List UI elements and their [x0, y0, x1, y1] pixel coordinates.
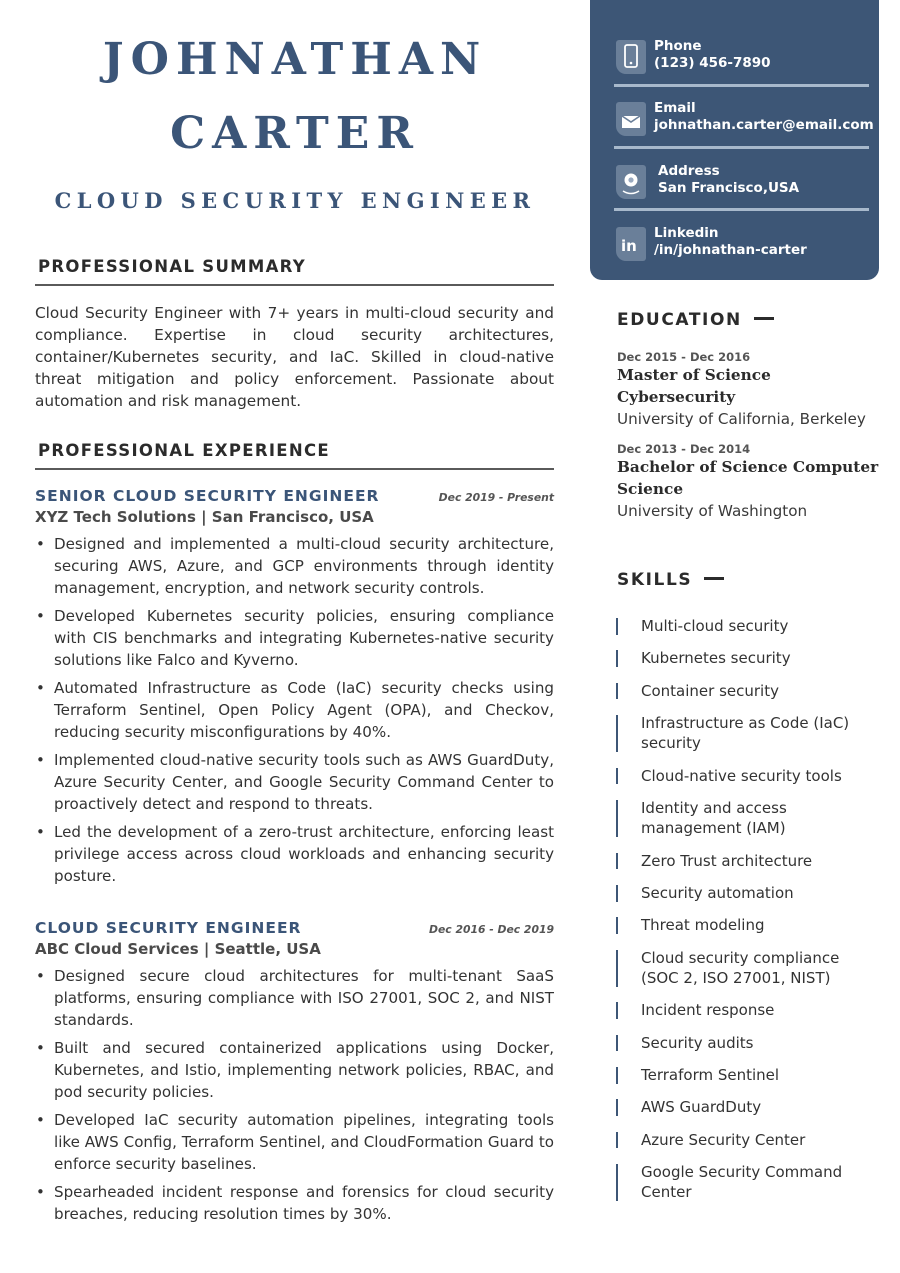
- skill-marker: [616, 715, 618, 752]
- education-dates: Dec 2013 - Dec 2014: [617, 442, 751, 456]
- skill-item: Incident response: [616, 1000, 882, 1021]
- heading-dash: [704, 577, 724, 580]
- svg-text:in: in: [621, 237, 637, 255]
- skill-marker: [616, 768, 618, 785]
- job-entry: [35, 487, 554, 893]
- education-item: [617, 442, 882, 522]
- skill-item: Multi-cloud security: [616, 616, 882, 637]
- contact-linkedin[interactable]: [616, 225, 869, 269]
- skill-item: Identity and access management (IAM): [616, 798, 806, 839]
- skill-marker: [616, 1099, 618, 1116]
- skill-marker: [616, 1002, 618, 1019]
- phone-icon: [616, 40, 646, 74]
- skill-marker: [616, 650, 618, 667]
- job-bullet: • Spearheaded incident response and forensics for cloud security breaches, reducing resolution times by 30%.: [36, 1183, 554, 1223]
- job-bullet: • Developed Kubernetes security policies, ensuring compliance with CIS benchmarks and integrating Kubernetes-native security solutions like Falco and Kyverno.: [36, 607, 554, 669]
- job-bullet: • Led the development of a zero-trust architecture, enforcing least privilege access across cloud workloads and enhancing security posture.: [36, 823, 554, 885]
- contact-divider: [614, 208, 869, 211]
- contact-panel: [590, 0, 879, 280]
- skill-item: Container security: [616, 681, 882, 702]
- skill-marker: [616, 1067, 618, 1084]
- skill-item: Azure Security Center: [616, 1130, 882, 1151]
- skill-marker: [616, 683, 618, 700]
- first-name: JOHNATHAN: [102, 34, 488, 85]
- skill-item: Infrastructure as Code (IaC) security: [616, 713, 856, 754]
- education-item: [617, 350, 882, 430]
- job-role: SENIOR CLOUD SECURITY ENGINEER: [35, 487, 380, 505]
- skill-marker: [616, 1132, 618, 1149]
- contact-value: (123) 456-7890: [654, 55, 771, 71]
- summary-heading: PROFESSIONAL SUMMARY: [38, 257, 307, 276]
- skill-marker: [616, 800, 618, 837]
- skill-item: Google Security Command Center: [616, 1162, 866, 1203]
- heading-dash: [754, 317, 774, 320]
- skills-list: [616, 616, 882, 1203]
- job-entry: [35, 919, 554, 1231]
- contact-value: johnathan.carter@email.com: [654, 117, 874, 133]
- job-bullet: • Designed secure cloud architectures for multi-tenant SaaS platforms, ensuring compliance with ISO 27001, SOC 2, and NIST standards.: [36, 967, 554, 1029]
- contact-divider: [614, 146, 869, 149]
- job-bullets: [35, 533, 554, 887]
- skill-item: Security automation: [616, 883, 882, 904]
- experience-divider: [35, 468, 554, 470]
- bullet-icon: •: [36, 679, 45, 697]
- education-school: University of California, Berkeley: [617, 410, 866, 428]
- summary-divider: [35, 284, 554, 286]
- bullet-icon: •: [36, 823, 45, 841]
- job-dates: Dec 2016 - Dec 2019: [429, 923, 554, 936]
- bullet-icon: •: [36, 535, 45, 553]
- location-pin-icon: [616, 165, 646, 199]
- bullet-icon: •: [36, 1183, 45, 1201]
- skill-item: Cloud security compliance (SOC 2, ISO 27001, NIST): [616, 948, 866, 989]
- contact-divider: [614, 84, 869, 87]
- contact-label: Linkedin: [654, 225, 719, 241]
- contact-email[interactable]: [616, 100, 874, 144]
- skill-marker: [616, 1035, 618, 1052]
- job-dates: Dec 2019 - Present: [438, 491, 554, 504]
- last-name: CARTER: [170, 108, 420, 159]
- bullet-icon: •: [36, 1039, 45, 1057]
- education-heading: EDUCATION: [617, 310, 882, 330]
- bullet-icon: •: [36, 751, 45, 769]
- contact-address[interactable]: [616, 163, 869, 207]
- skill-marker: [616, 950, 618, 987]
- bullet-icon: •: [36, 607, 45, 625]
- job-bullets: [35, 965, 554, 1225]
- skill-marker: [616, 618, 618, 635]
- job-bullet: • Implemented cloud-native security tools such as AWS GuardDuty, Azure Security Center, and Google Security Command Center to proactively detect and respond to threats.: [36, 751, 554, 813]
- job-bullet: • Designed and implemented a multi-cloud security architecture, securing AWS, Azure, and GCP environments through identity management, encryption, and network security controls.: [36, 535, 554, 597]
- experience-heading: PROFESSIONAL EXPERIENCE: [38, 441, 330, 460]
- education-degree: Bachelor of Science Computer Science: [617, 458, 879, 498]
- job-bullet: • Developed IaC security automation pipelines, integrating tools like AWS Config, Terraform Sentinel, and CloudFormation Guard to enforce security baselines.: [36, 1111, 554, 1173]
- skill-marker: [616, 1164, 618, 1201]
- skill-marker: [616, 853, 618, 870]
- skill-item: Cloud-native security tools: [616, 766, 882, 787]
- summary-text: Cloud Security Engineer with 7+ years in multi-cloud security and compliance. Expertise in cloud security architectures, container/Kubernetes security, and IaC. Skilled in cloud-native threat mitigation and policy enforcement. Passionate about automation and risk management.: [35, 304, 554, 410]
- skill-item: AWS GuardDuty: [616, 1097, 882, 1118]
- email-icon: [616, 102, 646, 136]
- job-company: XYZ Tech Solutions | San Francisco, USA: [35, 508, 374, 526]
- job-bullet: • Automated Infrastructure as Code (IaC) security checks using Terraform Sentinel, Open Policy Agent (OPA), and Checkov, reducing security misconfigurations by 40%.: [36, 679, 554, 741]
- skill-marker: [616, 917, 618, 934]
- experience-section: [35, 441, 554, 470]
- bullet-icon: •: [36, 1111, 45, 1129]
- summary-section: [35, 257, 554, 286]
- education-dates: Dec 2015 - Dec 2016: [617, 350, 751, 364]
- linkedin-icon: [616, 227, 646, 261]
- skill-item: Terraform Sentinel: [616, 1065, 882, 1086]
- job-bullet: • Built and secured containerized applications using Docker, Kubernetes, and Istio, implementing network policies, RBAC, and pod security policies.: [36, 1039, 554, 1101]
- skills-section: [617, 570, 882, 1215]
- bullet-icon: •: [36, 967, 45, 985]
- job-role: CLOUD SECURITY ENGINEER: [35, 919, 302, 937]
- contact-label: Email: [654, 100, 696, 116]
- skills-heading: SKILLS: [617, 570, 882, 590]
- skill-item: Kubernetes security: [616, 648, 882, 669]
- contact-label: Address: [658, 163, 720, 179]
- skill-item: Zero Trust architecture: [616, 851, 882, 872]
- contact-value[interactable]: /in/johnathan-carter: [654, 242, 807, 258]
- education-degree: Master of Science Cybersecurity: [617, 366, 771, 406]
- skill-marker: [616, 885, 618, 902]
- education-school: University of Washington: [617, 502, 808, 520]
- skill-item: Threat modeling: [616, 915, 882, 936]
- job-title: CLOUD SECURITY ENGINEER: [54, 188, 536, 213]
- education-section: [617, 310, 882, 522]
- contact-phone[interactable]: [616, 38, 869, 82]
- job-company: ABC Cloud Services | Seattle, USA: [35, 940, 321, 958]
- contact-label: Phone: [654, 38, 702, 54]
- skill-item: Security audits: [616, 1033, 882, 1054]
- contact-value: San Francisco,USA: [658, 180, 800, 196]
